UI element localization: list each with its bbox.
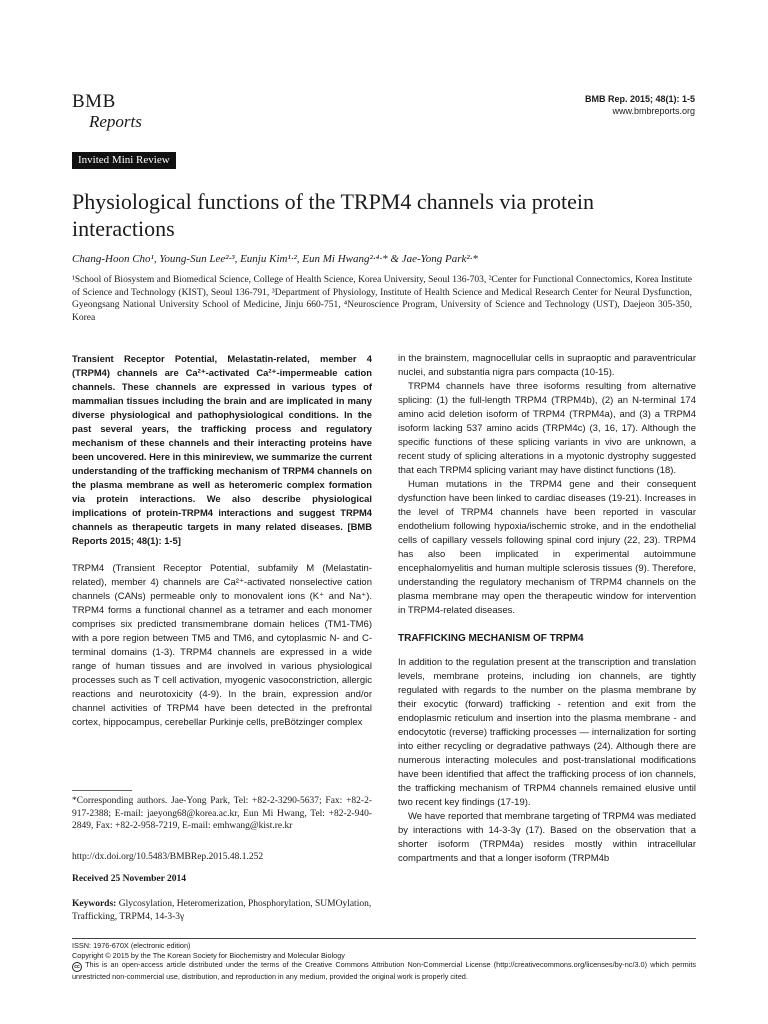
journal-reference [585, 93, 695, 117]
license-notice [72, 960, 696, 982]
section-heading: TRAFFICKING MECHANISM OF TRPM4 [398, 633, 584, 644]
license-text: This is an open-access article distributed under the terms of the Creative Commons Attribution Non-Commercial License (http://creativecommons.org/licenses/by-nc/3.0) which permits unrestricted non-commercial use, distribution, and reproduction in any medium, provided the original work is properly cited. [72, 960, 696, 981]
abstract: Transient Receptor Potential, Melastatin-related, member 4 (TRPM4) channels are Ca²⁺-activated Ca²⁺-impermeable cation channels. These channels are expressed in various types of mammalian tissues including the brain and are implicated in many diverse physiological and pathophysiological conditions. In the past several years, the trafficking process and regulatory mechanism of these channels and their interacting proteins have been uncovered. Here in this minireview, we summarize the current understanding of the trafficking mechanism of TRPM4 channels on the plasma membrane as well as heteromeric complex formation via protein interactions. We also describe physiological implications of protein-TRPM4 interactions and suggest TRPM4 channels as therapeutic targets in many related diseases. [BMB Reports 2015; 48(1): 1-5] [72, 353, 372, 546]
journal-citation: BMB Rep. 2015; 48(1): 1-5 [584, 94, 695, 104]
bottom-divider [72, 938, 696, 939]
keywords [72, 898, 372, 923]
copyright: Copyright © 2015 by the The Korean Society for Biochemistry and Molecular Biology [72, 950, 345, 960]
keywords-label: Keywords: [72, 899, 117, 909]
article-type-badge: Invited Mini Review [72, 152, 176, 169]
doi-link[interactable]: http://dx.doi.org/10.5483/BMBRep.2015.48.1.252 [72, 852, 264, 862]
received-date: Received 25 November 2014 [72, 874, 187, 884]
corresponding-authors-footnote: *Corresponding authors. Jae-Yong Park, Tel: +82-2-3290-5637; Fax: +82-2-917-2388; E-mail: jaeyong68@korea.ac.kr, Eun Mi Hwang, Tel: +82-2-940-2849, Fax: +82-2-958-7219, E-mail: emhwang@kist.re.kr [72, 796, 372, 831]
logo-bmb: BMB [72, 91, 116, 112]
footnote-divider [72, 790, 132, 791]
intro-paragraph: TRPM4 (Transient Receptor Potential, subfamily M (Melastatin-related), member 4) channels are Ca²⁺-activated nonselective cation channels (CANs) permeable only to monovalent ions (K⁺ and Na⁺). TRPM4 forms a functional channel as a tetramer and each monomer comprises six predicted transmembrane domain helices (TM1-TM6) with a pore region between TM5 and TM6, and cytoplasmic N- and C-terminal domains (1-3). TRPM4 channels are expressed in a wide range of human tissues and are involved in various physiological processes such as T cell activation, myogenic vasoconstriction, allergic reactions and neurotoxicity (4-9). In the brain, expression and/or channel activities of TRPM4 have been detected in the prefrontal cortex, hippocampus, cerebellar Purkinje cells, preBötzinger complex [72, 563, 372, 728]
author-list: Chang-Hoon Cho¹, Young-Sun Lee²·³, Eunju Kim¹·², Eun Mi Hwang²·⁴·* & Jae-Yong Park²·* [72, 253, 478, 265]
creative-commons-icon: cc [72, 962, 82, 972]
affiliations: ¹School of Biosystem and Biomedical Science, College of Health Science, Korea University, Seoul 136-703, ²Center for Functional Connectomics, Korea Institute of Science and Technology (KIST), Seoul 136-791, ³Department of Physiology, Institute of Health Science and Medical Research Center for Neural Dysfunction, Gyeongsang National University School of Medicine, Jinju 660-751, ⁴Neuroscience Program, University of Science and Technology (UST), Daejeon 305-350, Korea [72, 275, 692, 323]
right-column [398, 352, 696, 866]
logo-reports: Reports [89, 112, 142, 131]
issn: ISSN: 1976-670X (electronic edition) [72, 941, 191, 950]
section-paragraph: We have reported that membrane targeting of TRPM4 was mediated by interactions with 14-3-3γ (17). Based on the observation that a shorter isoform (TRPM4a) resides mostly within intracellular compartments and that a longer isoform (TRPM4b [398, 811, 696, 864]
publication-notes [72, 941, 696, 982]
left-column [72, 352, 372, 730]
keywords-list: Glycosylation, Heteromerization, Phosphorylation, SUMOylation, Trafficking, TRPM4, 14-3-3γ [72, 899, 372, 922]
section-paragraph: In addition to the regulation present at the transcription and translation levels, membrane proteins, including ion channels, are tightly regulated with regards to the number on the plasma membrane by their exocytic (forward) trafficking - retention and exit from the endoplasmic reticulum and insertion into the plasma membrane - and endocytotic (reverse) trafficking processes — internalization for sorting into either recycling or degradative pathways (24). Although there are numerous interacting molecules and post-translational modifications have been identified that affect the trafficking process of ion channels, the trafficking mechanism of TRPM4 channels remained elusive until two recent key findings (17-19). [398, 657, 696, 808]
body-paragraph: TRPM4 channels have three isoforms resulting from alternative splicing: (1) the full-length TRPM4 (TRPM4b), (2) an N-terminal 174 amino acid deletion isoform of TRPM4 (TRPM4a), and (3) a TRPM4 isoform lacking 537 amino acids (TRPM4c) (3, 16, 17). Although the specific functions of these splicing variants in vivo are unknown, a recent study of splicing alterations in a myotonic dystrophy suggested that each TRPM4 splicing variant may have distinct functions (18). [398, 381, 696, 476]
article-title: Physiological functions of the TRPM4 channels via protein interactions [72, 189, 595, 241]
body-paragraph: Human mutations in the TRPM4 gene and their consequent dysfunction have been linked to cardiac diseases (19-21). Increases in the level of TRPM4 channels have been reported in vascular endothelium following hypoxia/ischemic stroke, and in the endothelial cells of capillary vessels following spinal cord injury (22, 23). TRPM4 has also been implicated in experimental autoimmune encephalomyelitis and human multiple sclerosis tissues (9). Therefore, understanding the regulatory mechanism of TRPM4 channels on the plasma membrane may open the therapeutic window for intervention in TRPM4-related diseases. [398, 479, 696, 616]
journal-website[interactable]: www.bmbreports.org [612, 106, 695, 116]
journal-logo [72, 92, 142, 132]
body-paragraph: in the brainstem, magnocellular cells in supraoptic and paraventricular nuclei, and substantia nigra pars compacta (10-15). [398, 353, 696, 378]
